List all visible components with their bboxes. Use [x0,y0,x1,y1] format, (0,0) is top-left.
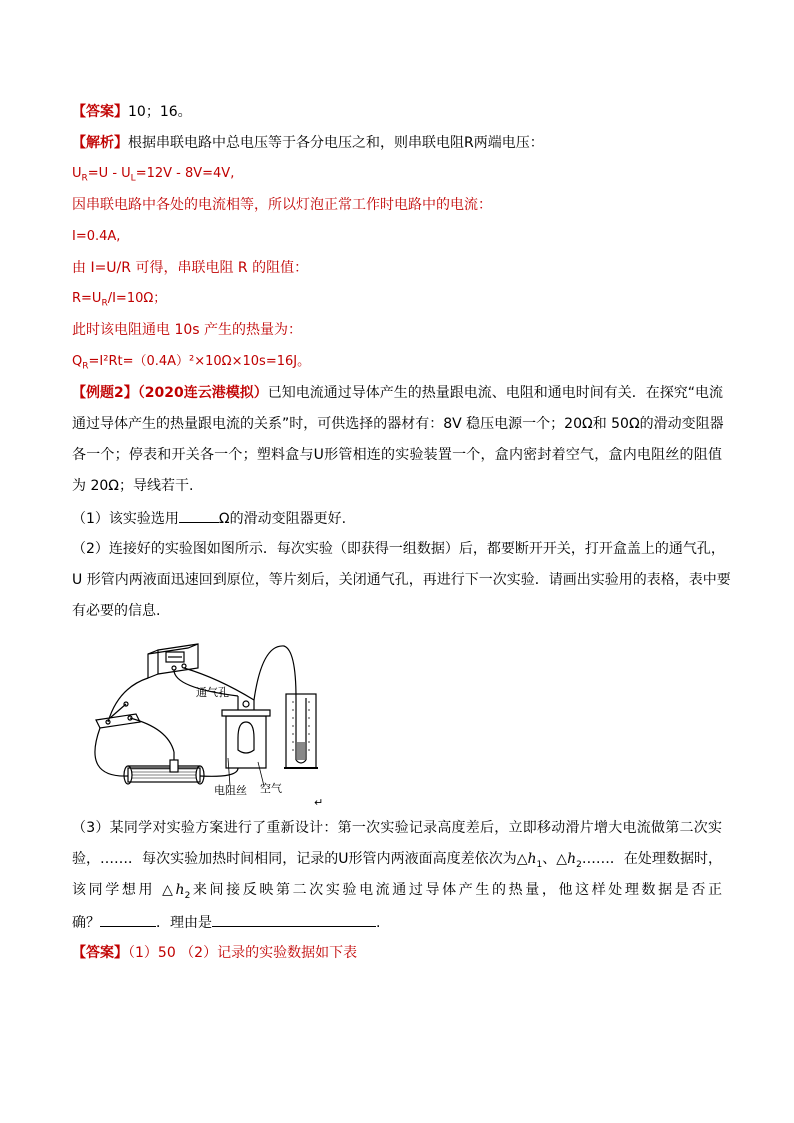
analysis-eq-4: $Q_R=I^2Rt=(0.4A)^2\times 10\Omega\times 10s=16J$。 [72,354,311,372]
answer-blank-3[interactable] [212,912,376,927]
example-line-2: 通过导体产生的热量跟电流的关系”时，可供选择的器材有：8V 稳压电源一个；20Ω和 50Ω的滑动变阻器 [72,416,724,432]
analysis-line-3: 由 I=U/R 可得，串联电阻 R 的阻值： [72,260,309,276]
question-1: （1）该实验选用 Ω的滑动变阻器更好. [72,508,346,529]
question-3-line-1: （3）某同学对实验方案进行了重新设计：第一次实验记录高度差后，立即移动滑片增大电流做第二次实 [72,820,722,836]
rheostat-icon [124,752,204,784]
answer-blank-2[interactable] [100,912,156,927]
analysis-line-2: 因串联电路中各处的电流相等，所以灯泡正常工作时电路中的电流： [72,197,492,213]
example-line-1: 【例题2】（2020连云港模拟）已知电流通过导体产生的热量跟电流、电阻和通电时间有关．在探究“电流 [72,385,723,401]
example-line-4: 为 20Ω；导线若干. [72,478,194,494]
label-vent: 通气孔 [196,686,229,699]
switch-icon [96,702,140,728]
analysis-eq-3: $R=U_R/I=10\Omega$； [72,291,167,309]
answer-text: 10；16。 [128,104,192,120]
answer-tag-2: 【答案】 [72,945,128,961]
analysis-line-4: 此时该电阻通电 10s 产生的热量为： [72,322,303,338]
answer-text-2: （1）50 （2）记录的实验数据如下表 [128,945,358,961]
question-2-line-2: U 形管内两液面迅速回到原位，等片刻后，关闭通气孔，再进行下一次实验．请画出实验用的表格，表中要 [72,572,731,588]
question-3-line-4: 确？ ．理由是 . [72,912,380,933]
question-3-line-3: 该同学想用 $\triangle h_2$来间接反映第二次实验电流通过导体产生的热量，他这样处理数据是否正 [72,882,723,901]
analysis-tag: 【解析】 [72,135,128,151]
analysis-line-1 [72,133,544,153]
power-supply-icon [148,644,198,678]
question-3-line-2: 验，……．每次实验加热时间相同，记录的U形管内两液面高度差依次为$\triangle h_1$、$\triangle h_2\dots\dots$．在处理数据时， [72,851,722,870]
example-line-3: 各一个；停表和开关各一个；塑料盒与U形管相连的实验装置一个，盒内密封着空气，盒内电阻丝的阻值 [72,447,722,463]
figure-return-mark: ↵ [314,796,324,809]
analysis-eq-1: $U_R=U - U_L=12V - 8V=4V$, [72,166,235,184]
sealed-box-icon [222,696,270,768]
answer-line-1 [72,102,192,122]
answer-tag: 【答案】 [72,104,128,120]
analysis-eq-2: I=0.4A, [72,229,121,244]
answer-line-2 [72,943,357,963]
experiment-apparatus-figure [88,638,338,810]
example-tag: 【例题2】（2020连云港模拟） [72,385,268,401]
u-tube-icon [284,694,318,768]
analysis-text-1: 根据串联电路中总电压等于各分电压之和，则串联电阻R两端电压： [128,135,544,151]
question-2-line-3: 有必要的信息. [72,603,161,619]
label-air: 空气 [260,782,282,795]
question-2-line-1: （2）连接好的实验图如图所示．每次实验（即获得一组数据）后，都要断开开关，打开盒盖上的通气孔， [72,541,725,557]
label-resistance-wire: 电阻丝 [214,784,247,797]
answer-blank-1[interactable] [179,508,219,523]
